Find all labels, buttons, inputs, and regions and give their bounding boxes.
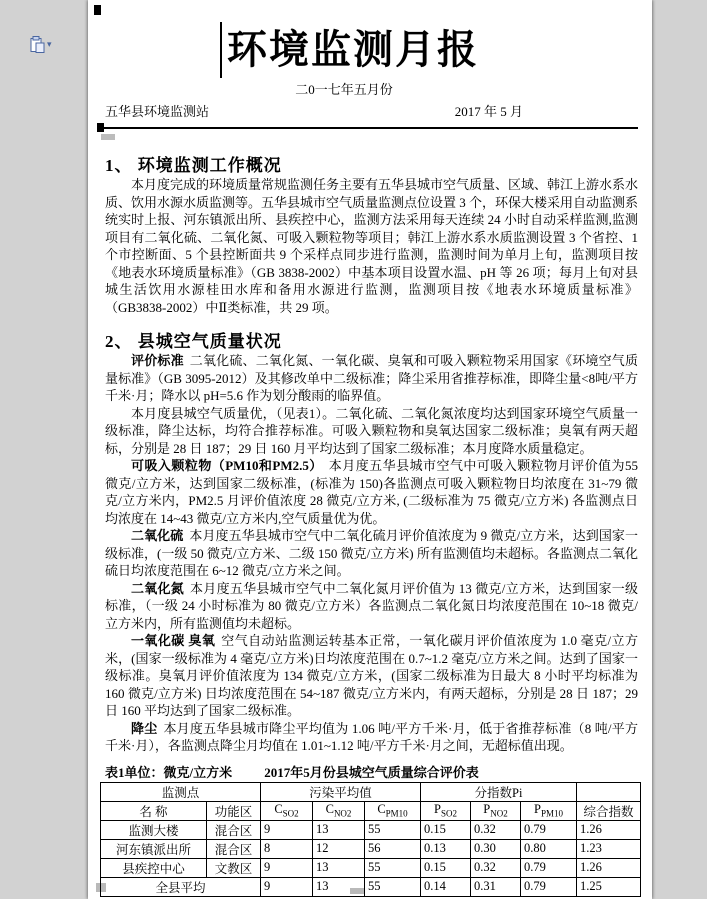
cell-value: 55	[365, 858, 421, 877]
column-header-cno2: $C_{NO2}$	[313, 801, 365, 820]
cell-site-name: 河东镇派出所	[101, 839, 207, 858]
paragraph-label: 二氧化硫	[131, 528, 184, 543]
table-title: 2017年5月份县城空气质量综合评价表	[264, 764, 479, 780]
table-row	[101, 858, 641, 877]
text-cursor	[220, 22, 222, 78]
left-margin-tick	[101, 134, 115, 140]
cell-value: 9	[261, 858, 313, 877]
cell-value: 0.79	[521, 858, 577, 877]
clipboard-paste-icon	[30, 36, 45, 53]
paragraph-text: 空气自动站监测运转基本正常，一氧化碳月评价值浓度为 1.0 毫克/立方米，(国家一级标准为 4 毫克/立方米)日均浓度范围在 0.7~1.2 毫克/立方米之间。达到了国家一级标准。臭氧月评价值浓度为 134 微克/立方米，(国家二级标准为日最大 8 小时平均标准为 160 微克/立方米) 日均浓度范围在 54~187 微克/立方米内，有两天超标，分别是 28 日 187；29 日 160 平均达到了国家二级标准。	[105, 633, 638, 718]
paragraph-label: 二氧化氮	[131, 580, 185, 596]
station-name: 五华县环境监测站	[105, 104, 210, 119]
cell-value: 0.32	[471, 820, 521, 839]
cell-value: 9	[261, 820, 313, 839]
group-header-blank	[577, 782, 641, 801]
cell-value: 13	[313, 877, 365, 896]
paragraph-eval-standard	[105, 352, 638, 405]
cell-value: 13	[313, 820, 365, 839]
paragraph-so2	[105, 527, 638, 580]
document-page[interactable]	[88, 0, 652, 899]
cell-site-name: 县疾控中心	[101, 858, 207, 877]
cell-value: 0.31	[471, 877, 521, 896]
cell-value: 9	[261, 877, 313, 896]
cell-value: 0.79	[521, 877, 577, 896]
section-2-heading: 2、 县城空气质量状况	[105, 332, 282, 351]
report-month: 二0一七年五月份	[295, 82, 393, 97]
section-1-paragraph	[105, 176, 638, 316]
cell-value: 55	[365, 820, 421, 839]
column-header-pno2: $P_{NO2}$	[471, 801, 521, 820]
cell-value: 0.79	[521, 820, 577, 839]
column-header-name: 名 称	[101, 801, 207, 820]
table-units: 表1单位：微克/立方米	[105, 764, 233, 780]
cell-zone: 文教区	[207, 858, 261, 877]
divider-line	[97, 127, 638, 129]
paragraph-pm	[105, 457, 638, 527]
paragraph-label: 可吸入颗粒物（PM10和PM2.5）	[131, 458, 323, 473]
cell-value: 0.32	[471, 858, 521, 877]
cell-value: 0.15	[421, 820, 471, 839]
margin-mark-top-left	[94, 5, 101, 15]
paragraph-text: 二氧化硫、二氧化氮、一氧化碳、臭氧和可吸入颗粒物采用国家《环境空气质量标准》（GB 3095-2012）及其修改单中二级标准；降尘采用省推荐标准，即降尘量<8吨/平方千米·月；降水以 pH=5.6 作为划分酸雨的临界值。	[105, 353, 638, 403]
report-date: 2017 年 5 月	[454, 104, 523, 119]
paragraph-label: 评价标准	[131, 353, 184, 368]
header-divider	[97, 127, 638, 129]
column-header-pso2: $P_{SO2}$	[421, 801, 471, 820]
document-content	[105, 0, 638, 897]
column-header-ppm10: $P_{PM10}$	[521, 801, 577, 820]
table-row	[101, 820, 641, 839]
paragraph-text: 本月度五华县城市空气中二氧化氮月评价值为 13 微克/立方米，达到国家一级标准，（一级 24 小时标准为 80 微克/立方米）各监测点二氧化氮日均浓度范围在 10~18 微克/立方米内，所有监测值均未超标。	[105, 580, 638, 631]
paragraph-overview	[105, 405, 638, 458]
cell-value: 1.23	[577, 839, 641, 858]
paste-options-button[interactable]	[30, 36, 52, 53]
cell-value: 56	[365, 839, 421, 858]
cell-value: 13	[313, 858, 365, 877]
column-header-cpm10: $C_{PM10}$	[365, 801, 421, 820]
paragraph-text: 本月度五华县城市降尘平均值为 1.06 吨/平方千米·月，低于省推荐标准（8 吨/平方千米·月），各监测点降尘月均值在 1.01~1.12 吨/平方千米·月之间，无超标值出现。	[105, 720, 638, 753]
cell-value: 12	[313, 839, 365, 858]
cell-value: 0.30	[471, 839, 521, 858]
cell-value: 55	[365, 877, 421, 896]
cell-zone: 混合区	[207, 839, 261, 858]
table-group-header-row	[101, 782, 641, 801]
paragraph-text: 本月度五华县城市空气中二氧化硫月评价值浓度为 9 微克/立方米，达到国家一级标准，(一级 50 微克/立方米、二级 150 微克/立方米) 所有监测值均未超标。各监测点二氧化硫日均浓度范围在 6~12 微克/立方米之间。	[105, 528, 638, 578]
column-header-zone: 功能区	[207, 801, 261, 820]
cell-value: 0.15	[421, 858, 471, 877]
table-caption	[105, 762, 638, 780]
cell-value: 0.14	[421, 877, 471, 896]
paragraph-text: 本月度五华县城市空气中可吸入颗粒物月评价值为55 微克/立方米，达到国家二级标准，(标准为 150)各监测点可吸入颗粒物日均浓度在 31~79 微克/立方米内，PM2.5 月评价值浓度 28 微克/立方米, (二级标准为 75 微克/立方米) 各监测点日均浓度在 14~43 微克/立方米内,空气质量优为优。	[105, 458, 638, 526]
air-quality-table	[100, 782, 641, 897]
paragraph-no2	[105, 580, 638, 633]
report-title: 环境监测月报	[227, 27, 479, 72]
cell-value: 1.26	[577, 858, 641, 877]
table-row	[101, 839, 641, 858]
paragraph-text: 本月度完成的环境质量常规监测任务主要有五华县城市空气质量、区域、韩江上游水系水质、饮用水源水质监测等。五华县城市空气质量监测点位设置 3 个，环保大楼采用自动监测系统实时上报、河东镇派出所、县疾控中心，监测方法采用每天连续 24 小时自动采样监测,监测项目有二氧化硫、二氧化氮、可吸入颗粒物等项目；韩江上游水系水质监测设置 3 个省控、1 个市控断面、5 个县控断面共 9 个采样点同步进行监测，监测时间为单月上旬，监测项目按《地表水环境质量标准》（GB 3838-2002）中基本项目设置水温、pH 等 26 项；每月上旬对县城生活饮用水源桂田水库和备用水源进行监测，监测项目按《地表水环境质量标准》（GB3838-2002）中Ⅱ类标准，共 29 项。	[105, 177, 639, 315]
column-header-cso2: $C_{SO2}$	[261, 801, 313, 820]
paragraph-label: 降尘	[131, 720, 158, 736]
table-row	[101, 877, 641, 896]
paragraph-dustfall	[105, 720, 638, 755]
report-title-row	[105, 24, 638, 76]
cell-value: 8	[261, 839, 313, 858]
cell-zone: 混合区	[207, 820, 261, 839]
group-header-pollution: 污染平均值	[261, 782, 421, 801]
section-1-heading: 1、 环境监测工作概况	[105, 156, 282, 175]
divider-cap	[97, 123, 104, 132]
cell-site-name: 监测大楼	[101, 820, 207, 839]
group-header-index: 分指数Pi	[421, 782, 577, 801]
paragraph-text: 本月度县城空气质量优，（见表1）。二氧化硫、二氧化氮浓度均达到国家环境空气质量一级标准，降尘达标，均符合推荐标准。可吸入颗粒物和臭氧达国家二级标准；臭氧有两天超标，分别是 28 日 187；29 日 160 月平均达到了国家二级标准；本月度降水质量稳定。	[105, 405, 638, 456]
paragraph-co-o3	[105, 632, 638, 720]
paragraph-label: 一氧化碳 臭氧	[131, 633, 216, 648]
report-byline	[105, 101, 638, 120]
column-header-composite: 综合指数	[577, 801, 641, 820]
cell-value: 1.25	[577, 877, 641, 896]
cell-value: 0.13	[421, 839, 471, 858]
group-header-site: 监测点	[101, 782, 261, 801]
chevron-down-icon: ▾	[47, 39, 52, 49]
cell-site-name: 全县平均	[101, 877, 261, 896]
table-column-header-row	[101, 801, 641, 820]
cell-value: 1.26	[577, 820, 641, 839]
cell-value: 0.80	[521, 839, 577, 858]
